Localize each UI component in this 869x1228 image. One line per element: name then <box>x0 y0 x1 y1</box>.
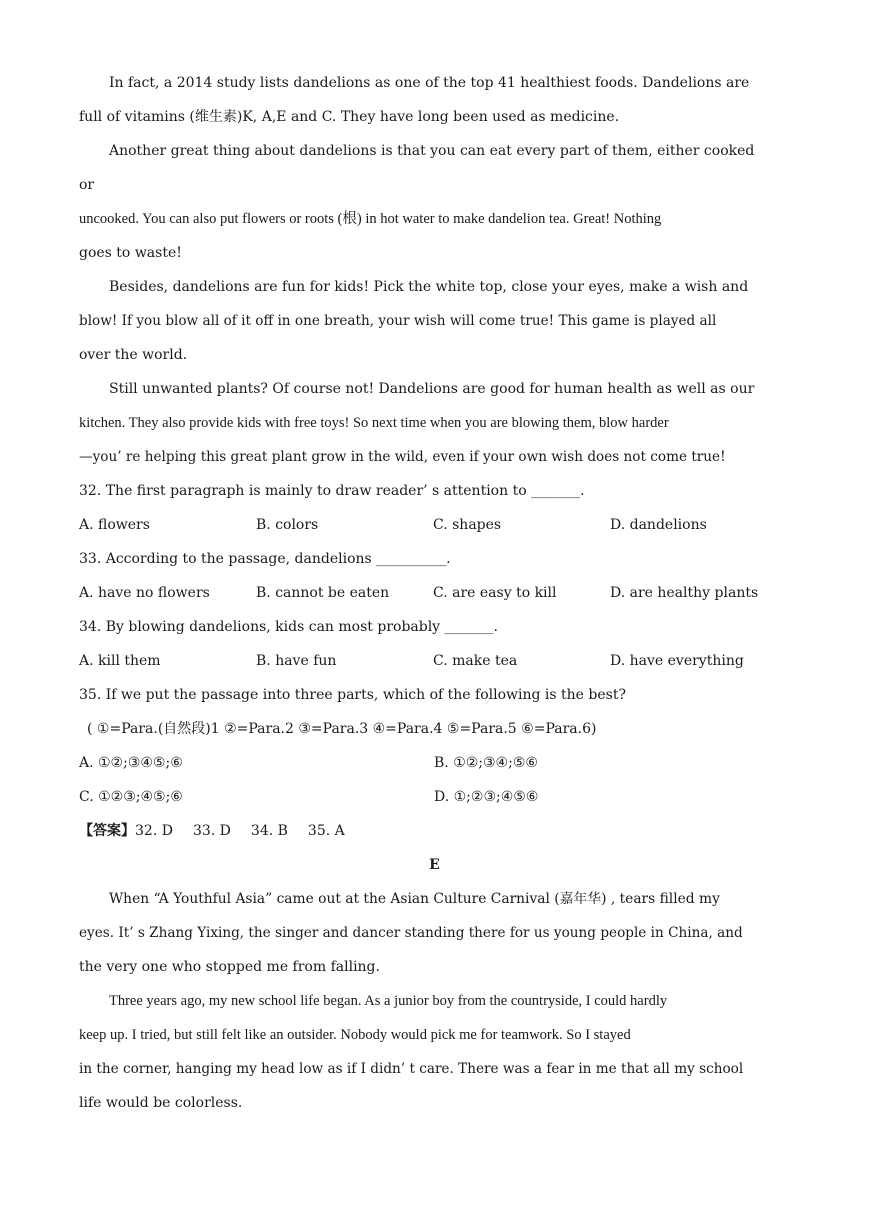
passage-line: or <box>79 177 95 193</box>
document-page <box>79 66 790 1120</box>
question-stem: 35. If we put the passage into three parts, which of the following is the best? <box>79 687 626 703</box>
option: D. are healthy plants <box>610 585 759 601</box>
answer-item: 35. A <box>307 823 345 839</box>
answer-item: 32. D <box>135 823 173 839</box>
option: C. ①②③;④⑤;⑥ <box>79 789 183 805</box>
answer-key <box>79 814 790 848</box>
answer-item: 34. B <box>250 823 288 839</box>
passage-line: kitchen. They also provide kids with free toys! So next time when you are blowing them, blow harder <box>79 415 669 431</box>
option: D. have everything <box>610 653 744 669</box>
passage-line: Another great thing about dandelions is that you can eat every part of them, either cooked <box>109 143 755 159</box>
passage-line: keep up. I tried, but still felt like an outsider. Nobody would pick me for teamwork. So I stayed <box>79 1027 631 1043</box>
option: A. ①②;③④⑤;⑥ <box>79 755 183 771</box>
passage-line: blow! If you blow all of it off in one breath, your wish will come true! This game is played all <box>79 313 717 329</box>
passage-line: uncooked. You can also put flowers or roots (根) in hot water to make dandelion tea. Great! Nothing <box>79 211 662 227</box>
passage-line: —you’ re helping this great plant grow in the wild, even if your own wish does not come true! <box>79 449 726 465</box>
option: C. are easy to kill <box>433 585 557 601</box>
passage-line: Besides, dandelions are fun for kids! Pick the white top, close your eyes, make a wish and <box>109 279 749 295</box>
question-stem: 33. According to the passage, dandelions __________. <box>79 551 451 567</box>
question-options <box>79 780 790 814</box>
question-options <box>79 644 790 678</box>
option: D. ①;②③;④⑤⑥ <box>434 789 539 805</box>
question-options <box>79 746 790 780</box>
passage-line: In fact, a 2014 study lists dandelions as one of the top 41 healthiest foods. Dandelions are <box>109 75 750 91</box>
passage-line: in the corner, hanging my head low as if I didn’ t care. There was a fear in me that all my school <box>79 1061 744 1077</box>
question-options <box>79 576 790 610</box>
option: A. flowers <box>79 517 150 533</box>
option: D. dandelions <box>610 517 707 533</box>
option: C. make tea <box>433 653 518 669</box>
passage-line: eyes. It’ s Zhang Yixing, the singer and dancer standing there for us young people in China, and <box>79 925 743 941</box>
question-options <box>79 508 790 542</box>
question-stem: 34. By blowing dandelions, kids can most probably _______. <box>79 619 498 635</box>
passage-line: full of vitamins (维生素)K, A,E and C. They have long been used as medicine. <box>79 109 620 125</box>
passage-line: the very one who stopped me from falling. <box>79 959 380 975</box>
option: C. shapes <box>433 517 502 533</box>
question-note: ( ①=Para.(自然段)1 ②=Para.2 ③=Para.3 ④=Para.4 ⑤=Para.5 ⑥=Para.6) <box>87 721 597 737</box>
answer-label: 【答案】 <box>79 823 135 839</box>
passage-line: life would be colorless. <box>79 1095 243 1111</box>
option: B. colors <box>256 517 319 533</box>
section-heading: E <box>429 857 440 873</box>
answer-item: 33. D <box>192 823 231 839</box>
option: B. ①②;③④;⑤⑥ <box>434 755 538 771</box>
question-stem: 32. The first paragraph is mainly to draw reader’ s attention to _______. <box>79 483 585 499</box>
option: B. cannot be eaten <box>256 585 390 601</box>
option: A. kill them <box>79 653 161 669</box>
option: B. have fun <box>256 653 337 669</box>
option: A. have no flowers <box>79 585 210 601</box>
passage-line: When “A Youthful Asia” came out at the Asian Culture Carnival (嘉年华) , tears filled my <box>109 891 720 907</box>
passage-line: over the world. <box>79 347 188 363</box>
passage-line: goes to waste! <box>79 245 182 261</box>
passage-line: Still unwanted plants? Of course not! Dandelions are good for human health as well as our <box>109 381 755 397</box>
passage-line: Three years ago, my new school life began. As a junior boy from the countryside, I could hardly <box>109 993 668 1009</box>
